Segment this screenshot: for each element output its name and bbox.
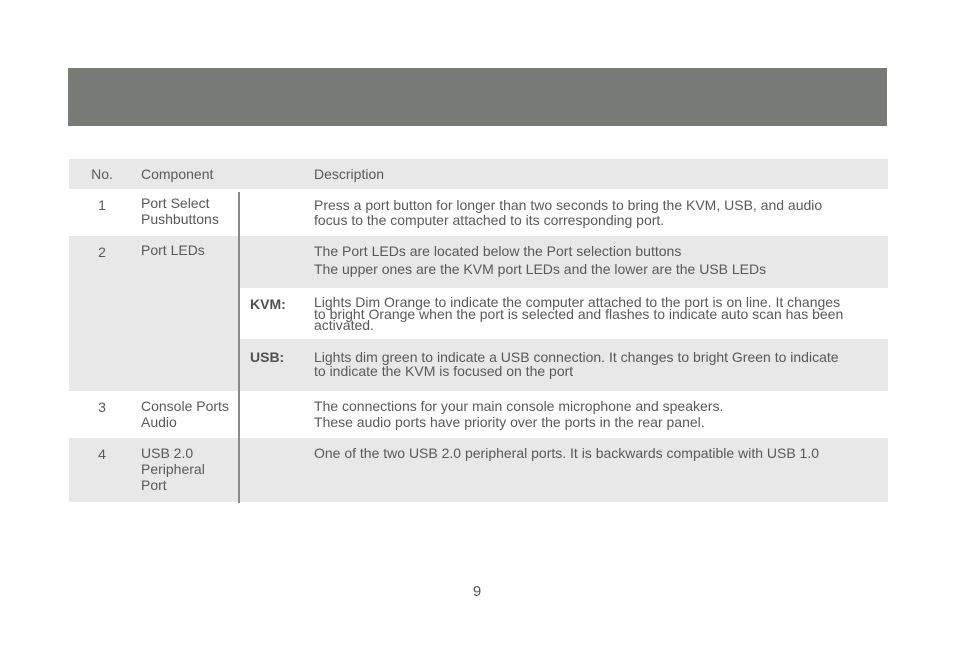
component-line: Audio — [141, 414, 177, 430]
row-description — [314, 445, 884, 461]
description-line: to bright Orange when the port is selected and flashes to indicate auto scan has been — [314, 305, 844, 322]
description-line: One of the two USB 2.0 peripheral ports. It is backwards compatible with USB 1.0 — [314, 445, 820, 461]
description-line: focus to the computer attached to its corresponding port. — [314, 212, 665, 228]
column-divider — [238, 192, 240, 503]
component-line: Port Select — [141, 195, 210, 211]
description-line: The Port LEDs are located below the Port selection buttons — [314, 243, 682, 259]
row-description — [314, 398, 884, 430]
component-line: USB 2.0 — [141, 445, 194, 461]
page-number: 9 — [472, 583, 482, 600]
header-no: No. — [91, 166, 113, 182]
description-line: to indicate the KVM is focused on the port — [314, 363, 574, 379]
table-header-row — [69, 159, 888, 189]
row-number: 1 — [98, 197, 106, 213]
row-component — [141, 445, 241, 493]
header-description: Description — [314, 166, 385, 182]
row-number: 4 — [98, 446, 106, 462]
description-line: Lights dim green to indicate a USB connection. It changes to bright Green to indicate — [314, 349, 839, 365]
table-row — [69, 391, 888, 438]
components-table — [69, 159, 888, 502]
component-line: Peripheral — [141, 461, 205, 477]
row-component — [141, 195, 241, 227]
row-component — [141, 398, 241, 430]
header-component: Component — [141, 166, 214, 182]
row-description — [314, 198, 884, 228]
header-bar — [68, 68, 887, 126]
component-line: Port LEDs — [141, 242, 205, 258]
kvm-description — [314, 294, 884, 333]
description-line: activated. — [314, 317, 374, 333]
usb-label: USB: — [250, 349, 285, 365]
usb-description — [314, 350, 884, 378]
kvm-subrow — [239, 288, 888, 339]
description-line: These audio ports have priority over the ports in the rear panel. — [314, 414, 705, 430]
row-description — [314, 242, 884, 278]
component-line: Pushbuttons — [141, 211, 219, 227]
description-line: Press a port button for longer than two seconds to bring the KVM, USB, and audio — [314, 197, 823, 213]
table-row — [69, 438, 888, 502]
description-line: Lights Dim Orange to indicate the computer attached to the port is on line. It changes — [314, 294, 841, 310]
row-component — [141, 242, 241, 258]
description-line: The upper ones are the KVM port LEDs and the lower are the USB LEDs — [314, 261, 767, 277]
row-number: 3 — [98, 399, 106, 415]
row-number: 2 — [98, 244, 106, 260]
table-row — [69, 236, 888, 391]
kvm-label: KVM: — [250, 296, 286, 312]
component-line: Port — [141, 477, 167, 493]
component-line: Console Ports — [141, 398, 229, 414]
table-row — [69, 189, 888, 236]
description-line: The connections for your main console microphone and speakers. — [314, 398, 724, 414]
